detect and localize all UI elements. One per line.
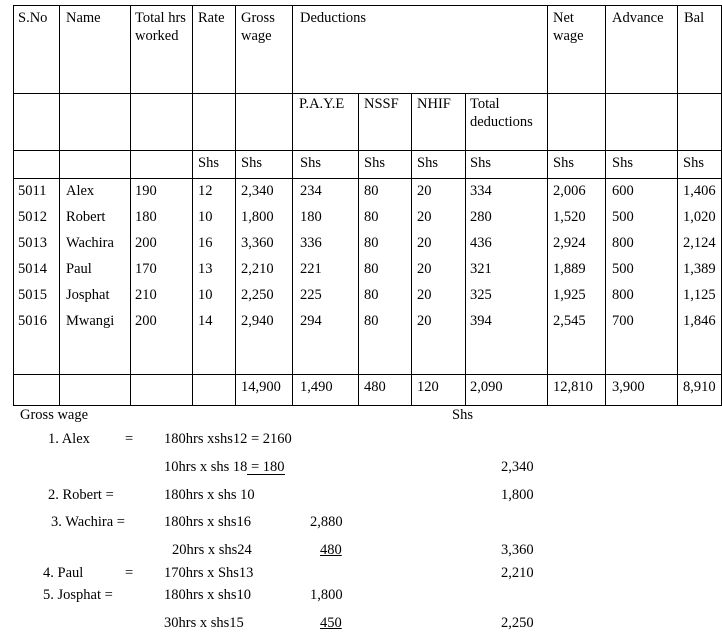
table-cell: 210: [135, 287, 157, 303]
table-cell: 2,940: [241, 313, 274, 329]
table-cell: 80: [364, 183, 379, 199]
subheader-total-deductions: Total deductions: [470, 96, 533, 130]
workings-calc: 180hrs x shs16: [164, 514, 252, 530]
table-cell: Mwangi: [66, 313, 115, 329]
workings-subtotal: 1,800: [310, 587, 343, 603]
table-cell: Wachira: [66, 235, 114, 251]
table-cell: 10: [198, 287, 213, 303]
table-rule: [13, 178, 722, 179]
table-cell: 20: [417, 261, 432, 277]
workings-label: 2. Robert =: [48, 487, 114, 503]
table-cell: 3,360: [241, 235, 274, 251]
table-cell: 321: [470, 261, 492, 277]
workings-equals: =: [125, 565, 134, 581]
table-cell: 800: [612, 235, 634, 251]
table-cell: 12: [198, 183, 213, 199]
table-cell: 80: [364, 287, 379, 303]
table-cell: 80: [364, 261, 379, 277]
table-cell: 16: [198, 235, 213, 251]
table-cell: 225: [300, 287, 322, 303]
table-cell: 20: [417, 235, 432, 251]
table-cell: 190: [135, 183, 157, 199]
total-cell: 2,090: [470, 379, 503, 395]
table-cell: 221: [300, 261, 322, 277]
workings-equals: =: [125, 431, 134, 447]
table-cell: 1,889: [553, 261, 586, 277]
workings-calc: 180hrs xshs12 = 2160: [164, 431, 292, 447]
table-cell: 180: [300, 209, 322, 225]
table-cell: 200: [135, 235, 157, 251]
table-cell: 13: [198, 261, 213, 277]
workings-total: 2,340: [501, 459, 534, 475]
unit-cell: Shs: [241, 155, 262, 171]
table-rule: [235, 5, 236, 406]
table-cell: 1,125: [683, 287, 716, 303]
subheader-paye: P.A.Y.E: [299, 96, 345, 112]
table-cell: 5011: [18, 183, 47, 199]
unit-cell: Shs: [470, 155, 491, 171]
table-cell: 325: [470, 287, 492, 303]
subheader-nssf: NSSF: [364, 96, 399, 112]
table-cell: 20: [417, 287, 432, 303]
header-advance: Advance: [612, 10, 664, 26]
table-cell: 1,389: [683, 261, 716, 277]
table-cell: 20: [417, 313, 432, 329]
table-cell: 170: [135, 261, 157, 277]
table-cell: 2,006: [553, 183, 586, 199]
table-rule: [59, 5, 60, 406]
unit-cell: Shs: [553, 155, 574, 171]
table-cell: 20: [417, 183, 432, 199]
unit-cell: Shs: [612, 155, 633, 171]
workings-unit: Shs: [452, 407, 473, 423]
workings-total: 2,250: [501, 615, 534, 631]
workings-calc: 180hrs x shs10: [164, 587, 252, 603]
total-cell: 14,900: [241, 379, 281, 395]
table-cell: 5014: [18, 261, 47, 277]
unit-cell: Shs: [300, 155, 321, 171]
table-rule: [465, 93, 466, 406]
workings-label: 4. Paul: [43, 565, 84, 581]
table-cell: 180: [135, 209, 157, 225]
table-cell: 200: [135, 313, 157, 329]
table-cell: 1,020: [683, 209, 716, 225]
table-rule: [13, 5, 14, 406]
table-cell: 2,340: [241, 183, 274, 199]
table-cell: 10: [198, 209, 213, 225]
workings-subtotal: 450: [320, 615, 342, 631]
workings-total: 3,360: [501, 542, 534, 558]
table-rule: [358, 93, 359, 406]
header-deductions: Deductions: [300, 10, 367, 26]
header-gross: Gross wage: [241, 10, 275, 44]
header-hours: Total hrs worked: [135, 10, 186, 44]
unit-cell: Shs: [417, 155, 438, 171]
payroll-table: [13, 5, 722, 406]
table-cell: 234: [300, 183, 322, 199]
table-cell: 14: [198, 313, 213, 329]
table-rule: [130, 5, 131, 406]
workings-calc: 20hrs x shs24: [172, 542, 252, 558]
table-cell: 5012: [18, 209, 47, 225]
table-rule: [13, 5, 722, 6]
table-rule: [547, 5, 548, 406]
total-cell: 12,810: [553, 379, 593, 395]
workings-calc: 30hrs x shs15: [164, 615, 244, 631]
table-cell: 2,250: [241, 287, 274, 303]
table-cell: Paul: [66, 261, 92, 277]
table-cell: 1,800: [241, 209, 274, 225]
workings-label: 5. Josphat =: [43, 587, 113, 603]
table-cell: 2,924: [553, 235, 586, 251]
table-cell: Robert: [66, 209, 106, 225]
table-cell: 20: [417, 209, 432, 225]
total-cell: 3,900: [612, 379, 645, 395]
table-rule: [411, 93, 412, 406]
table-cell: Alex: [66, 183, 95, 199]
workings-total: 1,800: [501, 487, 534, 503]
table-cell: 700: [612, 313, 634, 329]
table-cell: 600: [612, 183, 634, 199]
total-cell: 1,490: [300, 379, 333, 395]
table-cell: 436: [470, 235, 492, 251]
table-rule: [13, 150, 722, 151]
table-cell: 800: [612, 287, 634, 303]
workings-subtotal: 480: [320, 542, 342, 558]
table-cell: 1,846: [683, 313, 716, 329]
table-rule: [13, 93, 722, 94]
workings-label: 3. Wachira =: [51, 514, 125, 530]
table-rule: [13, 374, 722, 375]
underline-mark: [247, 474, 284, 475]
total-cell: 8,910: [683, 379, 716, 395]
table-cell: Josphat: [66, 287, 110, 303]
table-cell: 1,520: [553, 209, 586, 225]
table-cell: 500: [612, 209, 634, 225]
workings-calc: 170hrs x Shs13: [164, 565, 254, 581]
header-bal: Bal: [684, 10, 705, 26]
table-cell: 334: [470, 183, 492, 199]
total-cell: 480: [364, 379, 386, 395]
unit-cell: Shs: [198, 155, 219, 171]
table-cell: 2,124: [683, 235, 716, 251]
table-cell: 5015: [18, 287, 47, 303]
subheader-nhif: NHIF: [417, 96, 451, 112]
workings-label: 1. Alex: [48, 431, 90, 447]
table-cell: 2,210: [241, 261, 274, 277]
header-name: Name: [66, 10, 101, 26]
table-cell: 394: [470, 313, 492, 329]
unit-cell: Shs: [364, 155, 385, 171]
table-cell: 80: [364, 209, 379, 225]
workings-subtotal: 2,880: [310, 514, 343, 530]
workings-total: 2,210: [501, 565, 534, 581]
table-cell: 500: [612, 261, 634, 277]
workings-title: Gross wage: [20, 407, 89, 423]
table-cell: 336: [300, 235, 322, 251]
unit-cell: Shs: [683, 155, 704, 171]
table-rule: [292, 5, 293, 406]
table-cell: 294: [300, 313, 322, 329]
table-rule: [13, 405, 722, 406]
table-rule: [677, 5, 678, 406]
workings-calc: 180hrs x shs 10: [164, 487, 255, 503]
table-rule: [192, 5, 193, 406]
total-cell: 120: [417, 379, 439, 395]
header-net: Net wage: [553, 10, 584, 44]
table-cell: 2,545: [553, 313, 586, 329]
table-cell: 80: [364, 313, 379, 329]
header-rate: Rate: [198, 10, 225, 26]
table-cell: 1,925: [553, 287, 586, 303]
table-cell: 5016: [18, 313, 47, 329]
table-rule: [605, 5, 606, 406]
header-sno: S.No: [18, 10, 48, 26]
table-cell: 280: [470, 209, 492, 225]
table-cell: 1,406: [683, 183, 716, 199]
table-cell: 5013: [18, 235, 47, 251]
workings-calc: 10hrs x shs 18 = 180: [164, 459, 285, 475]
table-cell: 80: [364, 235, 379, 251]
